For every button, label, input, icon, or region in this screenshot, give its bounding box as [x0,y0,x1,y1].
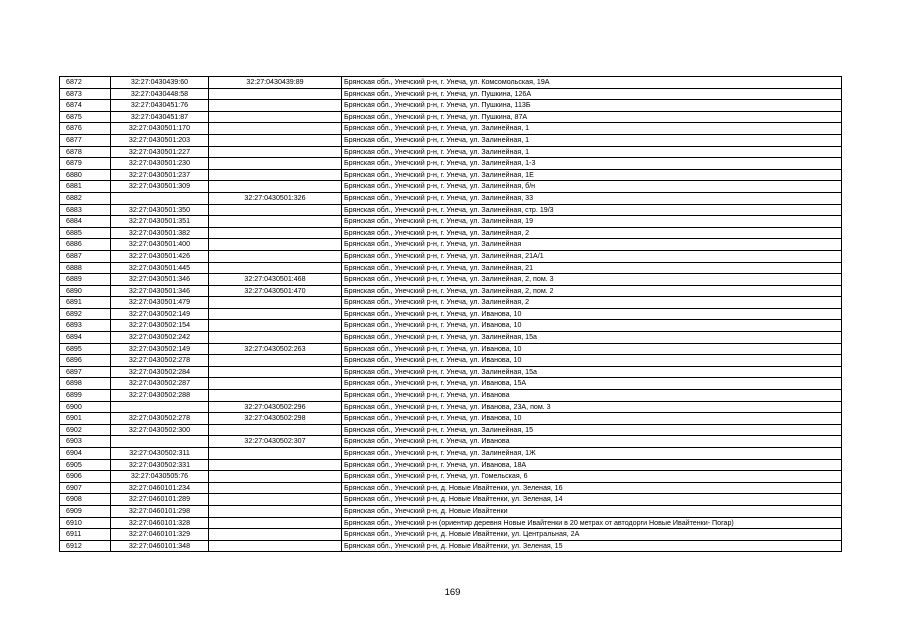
address-cell: Брянская обл., Унечский р-н, г. Унеча, ул. Иванова, 10 [342,320,842,332]
related-cadastral-number-cell [209,239,342,251]
row-number-cell: 6910 [60,517,111,529]
row-number-cell: 6889 [60,274,111,286]
cadastral-number-cell: 32:27:0430501:203 [111,134,209,146]
related-cadastral-number-cell [209,320,342,332]
address-cell: Брянская обл., Унечский р-н, г. Унеча, ул. Залинейная, 2, пом. 2 [342,285,842,297]
row-number-cell: 6898 [60,378,111,390]
row-number-cell: 6879 [60,158,111,170]
address-cell: Брянская обл., Унечский р-н, д. Новые Ивайтенки, ул. Зеленая, 15 [342,540,842,552]
address-cell: Брянская обл., Унечский р-н, г. Унеча, ул. Комсомольская, 19А [342,77,842,89]
cadastral-number-cell: 32:27:0430501:346 [111,285,209,297]
cadastral-number-cell: 32:27:0430501:351 [111,216,209,228]
cadastral-number-cell: 32:27:0430501:400 [111,239,209,251]
cadastral-number-cell: 32:27:0430502:278 [111,413,209,425]
row-number-cell: 6876 [60,123,111,135]
address-cell: Брянская обл., Унечский р-н, г. Унеча, ул. Залинейная, 1 [342,123,842,135]
address-cell: Брянская обл., Унечский р-н, г. Унеча, ул. Пушкина, 126А [342,88,842,100]
address-cell: Брянская обл., Унечский р-н, г. Унеча, ул. Пушкина, 113Б [342,100,842,112]
related-cadastral-number-cell [209,123,342,135]
cadastral-number-cell: 32:27:0460101:298 [111,505,209,517]
table-row [60,239,842,251]
row-number-cell: 6911 [60,529,111,541]
row-number-cell: 6887 [60,250,111,262]
cadastral-number-cell: 32:27:0430502:311 [111,448,209,460]
table-row [60,123,842,135]
table-row [60,297,842,309]
cadastral-number-cell: 32:27:0430501:382 [111,227,209,239]
address-cell: Брянская обл., Унечский р-н, г. Унеча, ул. Гомельская, 6 [342,471,842,483]
row-number-cell: 6900 [60,401,111,413]
row-number-cell: 6883 [60,204,111,216]
cadastral-number-cell: 32:27:0430501:426 [111,250,209,262]
related-cadastral-number-cell: 32:27:0430502:263 [209,343,342,355]
table-row [60,540,842,552]
cadastral-number-cell: 32:27:0430502:154 [111,320,209,332]
related-cadastral-number-cell [209,459,342,471]
related-cadastral-number-cell [209,308,342,320]
related-cadastral-number-cell [209,111,342,123]
table-row [60,494,842,506]
row-number-cell: 6884 [60,216,111,228]
row-number-cell: 6895 [60,343,111,355]
related-cadastral-number-cell [209,482,342,494]
address-cell: Брянская обл., Унечский р-н, г. Унеча, ул. Залинейная, 15 [342,424,842,436]
row-number-cell: 6903 [60,436,111,448]
row-number-cell: 6897 [60,366,111,378]
table-row [60,320,842,332]
related-cadastral-number-cell: 32:27:0430501:326 [209,192,342,204]
cadastral-number-cell: 32:27:0430505:76 [111,471,209,483]
related-cadastral-number-cell [209,100,342,112]
address-cell: Брянская обл., Унечский р-н, г. Унеча, ул. Залинейная, стр. 19/3 [342,204,842,216]
register-table-body [60,77,842,552]
row-number-cell: 6906 [60,471,111,483]
row-number-cell: 6878 [60,146,111,158]
related-cadastral-number-cell [209,227,342,239]
table-row [60,424,842,436]
table-row [60,401,842,413]
row-number-cell: 6872 [60,77,111,89]
address-cell: Брянская обл., Унечский р-н, г. Унеча, ул. Залинейная, 15а [342,366,842,378]
address-cell: Брянская обл., Унечский р-н, д. Новые Ивайтенки, ул. Зеленая, 16 [342,482,842,494]
row-number-cell: 6885 [60,227,111,239]
table-row [60,158,842,170]
table-row [60,181,842,193]
address-cell: Брянская обл., Унечский р-н, г. Унеча, ул. Иванова, 15А [342,378,842,390]
related-cadastral-number-cell [209,366,342,378]
related-cadastral-number-cell [209,494,342,506]
address-cell: Брянская обл., Унечский р-н, г. Унеча, ул. Залинейная, 1-3 [342,158,842,170]
row-number-cell: 6912 [60,540,111,552]
cadastral-number-cell: 32:27:0430501:346 [111,274,209,286]
cadastral-number-cell [111,401,209,413]
table-row [60,482,842,494]
table-row [60,355,842,367]
table-row [60,88,842,100]
related-cadastral-number-cell [209,250,342,262]
cadastral-number-cell: 32:27:0430451:87 [111,111,209,123]
related-cadastral-number-cell [209,378,342,390]
cadastral-number-cell: 32:27:0430501:170 [111,123,209,135]
table-row [60,366,842,378]
cadastral-number-cell: 32:27:0430502:300 [111,424,209,436]
page-number: 169 [444,587,461,598]
related-cadastral-number-cell [209,216,342,228]
cadastral-number-cell: 32:27:0430502:284 [111,366,209,378]
table-row [60,111,842,123]
cadastral-number-cell: 32:27:0460101:289 [111,494,209,506]
related-cadastral-number-cell [209,297,342,309]
address-cell: Брянская обл., Унечский р-н, г. Унеча, ул. Иванова, 10 [342,343,842,355]
related-cadastral-number-cell [209,390,342,402]
related-cadastral-number-cell [209,505,342,517]
address-cell: Брянская обл., Унечский р-н, г. Унеча, ул. Залинейная, 21А/1 [342,250,842,262]
table-row [60,227,842,239]
address-cell: Брянская обл., Унечский р-н, г. Унеча, ул. Иванова, 10 [342,355,842,367]
related-cadastral-number-cell [209,355,342,367]
cadastral-number-cell: 32:27:0430502:278 [111,355,209,367]
related-cadastral-number-cell [209,424,342,436]
cadastral-number-cell: 32:27:0430502:242 [111,332,209,344]
table-row [60,204,842,216]
table-row [60,100,842,112]
address-cell: Брянская обл., Унечский р-н, г. Унеча, ул. Залинейная, 19 [342,216,842,228]
address-cell: Брянская обл., Унечский р-н, г. Унеча, ул. Иванова, 10 [342,413,842,425]
cadastral-number-cell: 32:27:0430448:58 [111,88,209,100]
cadastral-number-cell: 32:27:0430502:149 [111,343,209,355]
row-number-cell: 6894 [60,332,111,344]
table-row [60,134,842,146]
table-row [60,413,842,425]
cadastral-number-cell: 32:27:0430501:350 [111,204,209,216]
address-cell: Брянская обл., Унечский р-н, г. Унеча, ул. Залинейная, 2 [342,297,842,309]
related-cadastral-number-cell: 32:27:0430501:468 [209,274,342,286]
address-cell: Брянская обл., Унечский р-н, г. Унеча, ул. Залинейная, 33 [342,192,842,204]
table-row [60,274,842,286]
address-cell: Брянская обл., Унечский р-н, г. Унеча, ул. Иванова, 10 [342,308,842,320]
cadastral-number-cell: 32:27:0430451:76 [111,100,209,112]
cadastral-number-cell: 32:27:0430502:287 [111,378,209,390]
address-cell: Брянская обл., Унечский р-н, г. Унеча, ул. Пушкина, 87А [342,111,842,123]
address-cell: Брянская обл., Унечский р-н, г. Унеча, ул. Иванова, 18А [342,459,842,471]
row-number-cell: 6896 [60,355,111,367]
related-cadastral-number-cell: 32:27:0430501:470 [209,285,342,297]
table-row [60,308,842,320]
cadastral-number-cell: 32:27:0430501:230 [111,158,209,170]
address-cell: Брянская обл., Унечский р-н, г. Унеча, ул. Иванова, 23А, пом. 3 [342,401,842,413]
address-cell: Брянская обл., Унечский р-н, г. Унеча, ул. Залинейная, 1Ж [342,448,842,460]
table-row [60,192,842,204]
related-cadastral-number-cell: 32:27:0430502:307 [209,436,342,448]
related-cadastral-number-cell [209,529,342,541]
cadastral-number-cell: 32:27:0430501:237 [111,169,209,181]
related-cadastral-number-cell [209,262,342,274]
related-cadastral-number-cell [209,471,342,483]
related-cadastral-number-cell: 32:27:0430502:296 [209,401,342,413]
table-row [60,436,842,448]
address-cell: Брянская обл., Унечский р-н, г. Унеча, ул. Залинейная [342,239,842,251]
table-row [60,448,842,460]
cadastral-number-cell: 32:27:0430502:288 [111,390,209,402]
row-number-cell: 6893 [60,320,111,332]
related-cadastral-number-cell [209,134,342,146]
related-cadastral-number-cell [209,181,342,193]
address-cell: Брянская обл., Унечский р-н, г. Унеча, ул. Залинейная, 21 [342,262,842,274]
related-cadastral-number-cell: 32:27:0430502:298 [209,413,342,425]
row-number-cell: 6904 [60,448,111,460]
cadastral-number-cell: 32:27:0430501:309 [111,181,209,193]
table-row [60,169,842,181]
address-cell: Брянская обл., Унечский р-н, г. Унеча, ул. Залинейная, 15а [342,332,842,344]
row-number-cell: 6905 [60,459,111,471]
address-cell: Брянская обл., Унечский р-н, г. Унеча, ул. Залинейная, 1 [342,146,842,158]
row-number-cell: 6907 [60,482,111,494]
related-cadastral-number-cell [209,146,342,158]
address-cell: Брянская обл., Унечский р-н, д. Новые Ивайтенки, ул. Центральная, 2А [342,529,842,541]
related-cadastral-number-cell [209,169,342,181]
address-cell: Брянская обл., Унечский р-н, д. Новые Ивайтенки [342,505,842,517]
address-cell: Брянская обл., Унечский р-н, г. Унеча, ул. Залинейная, 2 [342,227,842,239]
table-row [60,390,842,402]
cadastral-number-cell [111,192,209,204]
related-cadastral-number-cell [209,88,342,100]
table-row [60,343,842,355]
table-row [60,146,842,158]
cadastral-number-cell: 32:27:0430501:227 [111,146,209,158]
address-cell: Брянская обл., Унечский р-н (ориентир деревня Новые Ивайтенки в 20 метрах от автодорги Новые Ивайтенки- Погар) [342,517,842,529]
related-cadastral-number-cell [209,517,342,529]
cadastral-number-cell: 32:27:0430501:479 [111,297,209,309]
table-row [60,332,842,344]
table-row [60,250,842,262]
row-number-cell: 6877 [60,134,111,146]
table-row [60,216,842,228]
table-row [60,529,842,541]
address-cell: Брянская обл., Унечский р-н, г. Унеча, ул. Залинейная, 2, пом. 3 [342,274,842,286]
row-number-cell: 6875 [60,111,111,123]
cadastral-number-cell: 32:27:0460101:348 [111,540,209,552]
related-cadastral-number-cell [209,540,342,552]
cadastral-number-cell: 32:27:0460101:234 [111,482,209,494]
row-number-cell: 6892 [60,308,111,320]
row-number-cell: 6886 [60,239,111,251]
related-cadastral-number-cell [209,332,342,344]
cadastral-number-cell: 32:27:0430502:331 [111,459,209,471]
related-cadastral-number-cell: 32:27:0430439:89 [209,77,342,89]
row-number-cell: 6901 [60,413,111,425]
table-row [60,285,842,297]
cadastral-number-cell: 32:27:0460101:329 [111,529,209,541]
related-cadastral-number-cell [209,158,342,170]
address-cell: Брянская обл., Унечский р-н, г. Унеча, ул. Иванова [342,436,842,448]
address-cell: Брянская обл., Унечский р-н, г. Унеча, ул. Залинейная, б/н [342,181,842,193]
row-number-cell: 6881 [60,181,111,193]
table-row [60,505,842,517]
cadastral-number-cell: 32:27:0430501:445 [111,262,209,274]
table-row [60,378,842,390]
row-number-cell: 6902 [60,424,111,436]
register-table [59,76,842,552]
table-row [60,517,842,529]
cadastral-number-cell: 32:27:0430439:60 [111,77,209,89]
table-row [60,459,842,471]
row-number-cell: 6880 [60,169,111,181]
row-number-cell: 6874 [60,100,111,112]
cadastral-number-cell: 32:27:0460101:328 [111,517,209,529]
row-number-cell: 6899 [60,390,111,402]
row-number-cell: 6890 [60,285,111,297]
row-number-cell: 6891 [60,297,111,309]
row-number-cell: 6909 [60,505,111,517]
row-number-cell: 6873 [60,88,111,100]
row-number-cell: 6888 [60,262,111,274]
cadastral-number-cell [111,436,209,448]
cadastral-number-cell: 32:27:0430502:149 [111,308,209,320]
table-row [60,262,842,274]
address-cell: Брянская обл., Унечский р-н, г. Унеча, ул. Иванова [342,390,842,402]
table-row [60,471,842,483]
address-cell: Брянская обл., Унечский р-н, г. Унеча, ул. Залинейная, 1 [342,134,842,146]
table-row [60,77,842,89]
address-cell: Брянская обл., Унечский р-н, д. Новые Ивайтенки, ул. Зеленая, 14 [342,494,842,506]
row-number-cell: 6882 [60,192,111,204]
address-cell: Брянская обл., Унечский р-н, г. Унеча, ул. Залинейная, 1Е [342,169,842,181]
related-cadastral-number-cell [209,204,342,216]
row-number-cell: 6908 [60,494,111,506]
related-cadastral-number-cell [209,448,342,460]
